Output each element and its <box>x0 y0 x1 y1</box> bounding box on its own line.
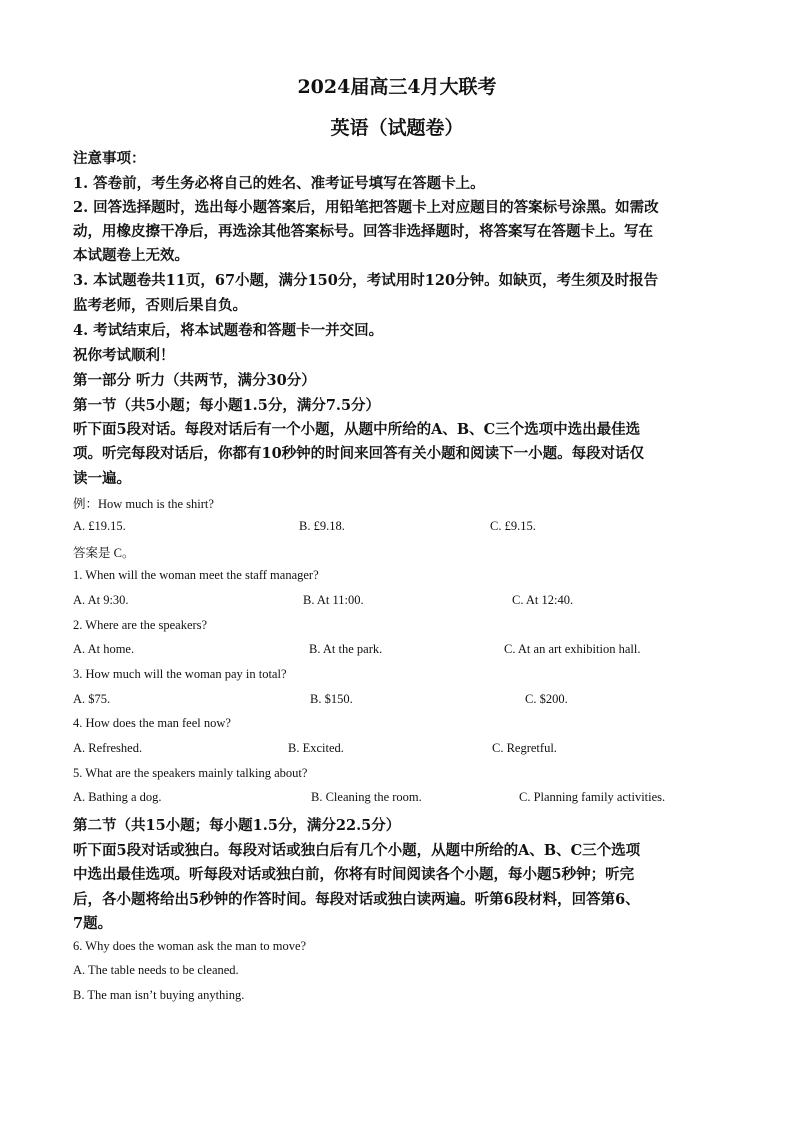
part1-heading: 第一部分 听力（共两节，满分30分） <box>73 372 316 389</box>
question-4-option-a: A. Refreshed. <box>73 741 143 755</box>
question-1-option-a: A. At 9:30. <box>73 593 129 607</box>
section1-instruction-line-1: 听下面5段对话。每段对话后有一个小题，从题中所给的A、B、C三个选项中选出最佳选 <box>73 421 641 438</box>
question-3-option-b: B. $150. <box>310 692 353 706</box>
exam-subtitle: 英语（试题卷） <box>330 117 464 139</box>
question-4: 4. How does the man feel now? <box>73 716 231 730</box>
example-answer: 答案是 C。 <box>73 546 135 560</box>
notice-item-2-line-3: 本试题卷上无效。 <box>73 247 189 264</box>
question-5-option-b: B. Cleaning the room. <box>311 790 422 804</box>
notice-item-4: 4. 考试结束后，将本试题卷和答题卡一并交回。 <box>73 322 384 339</box>
question-2-option-b: B. At the park. <box>309 642 383 656</box>
example-option-a: A. £19.15. <box>73 519 126 533</box>
question-1-option-b: B. At 11:00. <box>303 593 364 607</box>
question-2: 2. Where are the speakers? <box>73 618 208 632</box>
question-5-option-a: A. Bathing a dog. <box>73 790 162 804</box>
notice-item-3-line-1: 3. 本试题卷共11页，67小题，满分150分，考试用时120分钟。如缺页，考生须及时报告 <box>73 272 659 289</box>
question-1: 1. When will the woman meet the staff manager? <box>73 568 319 582</box>
question-3-option-c: C. $200. <box>525 692 568 706</box>
section1-instruction-line-3: 读一遍。 <box>73 470 131 487</box>
section1-instruction-line-2: 项。听完每段对话后，你都有10秒钟的时间来回答有关小题和阅读下一小题。每段对话仅 <box>73 445 645 462</box>
section2-instruction-line-3: 后，各小题将给出5秒钟的作答时间。每段对话或独白读两遍。听第6段材料，回答第6、 <box>73 891 640 908</box>
notice-wish: 祝你考试顺利！ <box>73 347 175 364</box>
question-5-option-c: C. Planning family activities. <box>519 790 666 804</box>
example-question: 例：How much is the shirt? <box>73 497 214 511</box>
question-5: 5. What are the speakers mainly talking about? <box>73 766 308 780</box>
question-6-option-b: B. The man isn’t buying anything. <box>73 988 245 1002</box>
question-4-option-c: C. Regretful. <box>492 741 557 755</box>
notice-item-1: 1. 答卷前，考生务必将自己的姓名、准考证号填写在答题卡上。 <box>73 175 485 192</box>
example-option-c: C. £9.15. <box>490 519 536 533</box>
notice-item-2-line-1: 2. 回答选择题时，选出每小题答案后，用铅笔把答题卡上对应题目的答案标号涂黑。如需改 <box>73 199 659 216</box>
question-2-option-c: C. At an art exhibition hall. <box>504 642 641 656</box>
section1-heading: 第一节（共5小题；每小题1.5分，满分7.5分） <box>73 397 381 414</box>
question-6: 6. Why does the woman ask the man to move? <box>73 939 307 953</box>
section2-instruction-line-1: 听下面5段对话或独白。每段对话或独白后有几个小题，从题中所给的A、B、C三个选项 <box>73 842 641 859</box>
section2-instruction-line-4: 7题。 <box>73 915 113 932</box>
question-2-option-a: A. At home. <box>73 642 135 656</box>
notice-item-3-line-2: 监考老师，否则后果自负。 <box>73 297 247 314</box>
example-option-b: B. £9.18. <box>299 519 345 533</box>
notice-item-2-line-2: 动，用橡皮擦干净后，再选涂其他答案标号。回答非选择题时，将答案写在答题卡上。写在 <box>73 223 653 240</box>
question-3-option-a: A. $75. <box>73 692 111 706</box>
section2-heading: 第二节（共15小题；每小题1.5分，满分22.5分） <box>73 817 401 834</box>
question-3: 3. How much will the woman pay in total? <box>73 667 287 681</box>
section2-instruction-line-2: 中选出最佳选项。听每段对话或独白前，你将有时间阅读各个小题，每小题5秒钟；听完 <box>73 866 635 883</box>
question-4-option-b: B. Excited. <box>288 741 344 755</box>
exam-title: 2024届高三4月大联考 <box>297 76 497 98</box>
question-6-option-a: A. The table needs to be cleaned. <box>73 963 239 977</box>
notice-heading: 注意事项： <box>73 150 146 167</box>
question-1-option-c: C. At 12:40. <box>512 593 574 607</box>
